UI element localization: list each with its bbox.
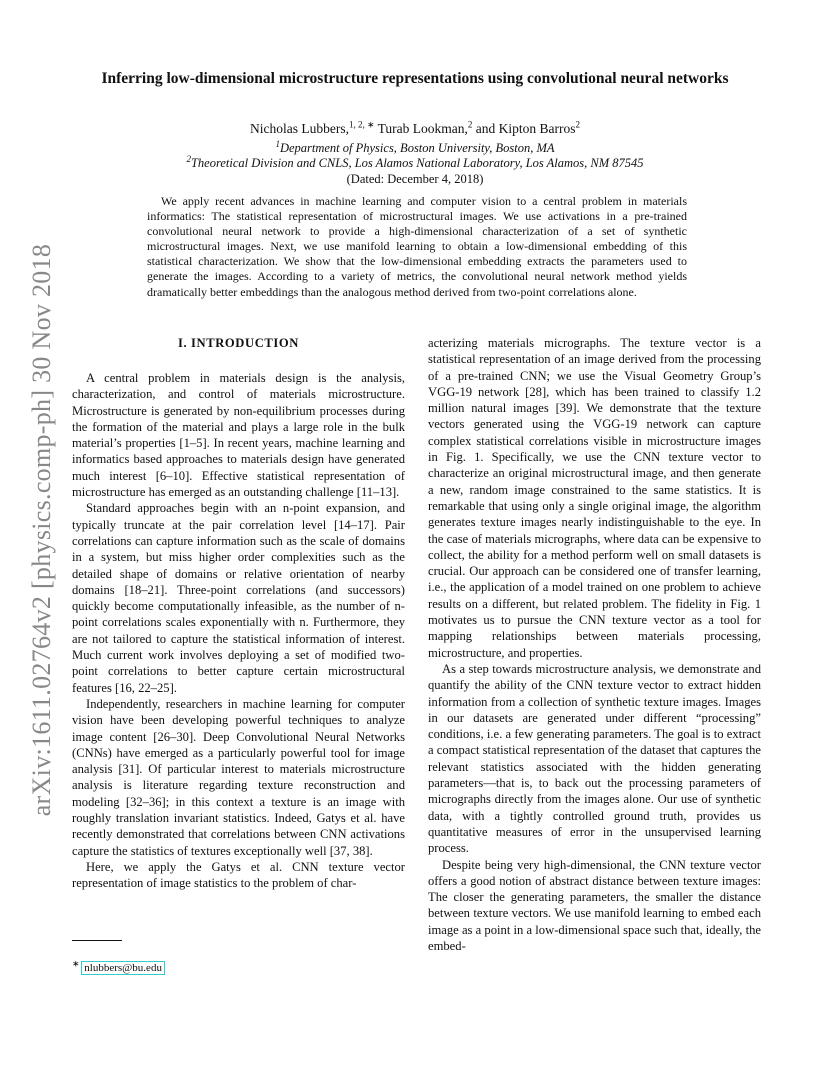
right-column	[428, 335, 761, 954]
author-affiliation-mark: 2	[575, 119, 581, 130]
paragraph: As a step towards microstructure analysis, we demonstrate and quantify the ability of the CNN texture vector to extract hidden information from a collection of synthetic texture images. Images in our datasets are generated under different “processing” conditions, i.e. a few generating parameters. The goal is to extract a compact statistical representation of the dataset that captures the relevant statistics associated with the hidden generating parameters—that is, to back out the processing parameters of micrographs directly from the images alone. Our use of synthetic data, with a tightly controlled ground truth, provides us quantitative measures of error in the unsupervised learning process.	[428, 661, 761, 856]
affiliation-2	[70, 153, 760, 171]
footnote-mark: ∗	[72, 958, 80, 969]
arxiv-identifier: arXiv:1611.02764v2 [physics.comp-ph] 30 Nov 2018	[27, 243, 56, 817]
affiliation-text: Theoretical Division and CNLS, Los Alamos National Laboratory, Los Alamos, NM 87545	[190, 156, 644, 170]
author-name: Nicholas Lubbers,	[249, 121, 349, 136]
affiliation-number: 1	[275, 138, 280, 149]
email-link[interactable]: nlubbers@bu.edu	[84, 962, 162, 974]
paper-title: Inferring low-dimensional microstructure representations using convolutional neural networks	[101, 70, 729, 87]
paragraph: acterizing materials micrographs. The texture vector is a statistical representation of an image derived from the processing of a pre-trained CNN; we use the Visual Geometry Group’s VGG-19 network [28], which has been trained to classify 1.2 million natural images [39]. We demonstrate that the texture vectors generated using the VGG-19 network can capture complex statistical correlations visible in microstructure images in Fig. 1. Specifically, we use the CNN texture vector to characterize an original microstructural image, and then generate a new, random image constrained to the same statistics. It is remarkable that using only a single original image, the algorithm generates texture images nearly indistinguishable to the eye. In the case of materials micrographs, where data can be expensive to collect, the ability for a method perform well on small datasets is crucial. Our approach can be considered one of transfer learning, i.e., the application of a model trained on one problem to achieve results on a different, but related problem. The fidelity in Fig. 1 motivates us to pursue the CNN texture vector as a tool for mapping relationships between materials processing, microstructure, and properties.	[428, 336, 761, 660]
abstract: We apply recent advances in machine learning and computer vision to a central problem in materials informatics: The statistical representation of microstructural images. We use activations in a pre-trained convolutional neural network to provide a high-dimensional characterization of a set of synthetic microstructural images. Next, we use manifold learning to obtain a low-dimensional embedding of this statistical characterization. We show that the low-dimensional embedding extracts the parameters used to generate the images. According to a variety of metrics, the convolutional neural network method yields dramatically better embeddings than the analogous method derived from two-point correlations alone.	[147, 194, 687, 299]
author-list	[70, 121, 760, 137]
author-affiliation-mark[interactable]: 1, 2, ∗	[348, 119, 375, 130]
paragraph: Here, we apply the Gatys et al. CNN texture vector representation of image statistics to the problem of char-	[72, 859, 405, 891]
section-heading: I. INTRODUCTION	[178, 336, 299, 350]
author-name: and Kipton Barros	[472, 121, 576, 136]
date-line: (Dated: December 4, 2018)	[346, 172, 484, 186]
paragraph: Despite being very high-dimensional, the CNN texture vector offers a good notion of abstract distance between texture images: The closer the generating parameters, the smaller the distance between texture vectors. We use manifold learning to embed each image as a point in a low-dimensional space such that, ideally, the embed-	[428, 857, 761, 953]
footnote-divider	[72, 940, 122, 941]
affiliation-text: Department of Physics, Boston University, Boston, MA	[279, 141, 555, 155]
author-affiliation-mark: 2	[467, 119, 473, 130]
paragraph: Independently, researchers in machine learning for computer vision have been developing powerful techniques to analyze image content [26–30]. Deep Convolutional Neural Networks (CNNs) have emerged as a particularly powerful tool for image analysis [31]. Of particular interest to materials microstructure analysis is literature regarding texture reconstruction and modeling [32–36]; in this context a texture is an image with roughly translation invariant statistics. Indeed, Gatys et al. have recently demonstrated that correlations between CNN activations capture the statistics of textures exceptionally well [37, 38].	[72, 696, 405, 858]
footnote	[72, 958, 164, 974]
paragraph: Standard approaches begin with an n-point expansion, and typically truncate at the pair correlation level [14–17]. Pair correlations can capture information such as the scale of domains in a system, but miss higher order complexities such as the detailed shape of domains or relative orientation of nearby domains [18–21]. Three-point correlations (and successors) quickly become computationally infeasible, as the number of n-point correlations scales exponentially with n. Furthermore, they are not tailored to capture the statistical information of interest. Much current work involves deploying a set of modified two-point correlations to better capture certain microstructural features [16, 22–25].	[72, 501, 405, 695]
left-column	[72, 370, 405, 892]
affiliation-number: 2	[186, 153, 191, 164]
author-name: Turab Lookman,	[374, 121, 468, 136]
paragraph: A central problem in materials design is the analysis, characterization, and control of materials microstructure. Microstructure is generated by non-equilibrium processes during the formation of the material and plays a large role in the bulk material’s properties [1–5]. In recent years, machine learning and informatics based approaches to materials design have generated much interest [6–10]. Effective statistical representation of microstructure has emerged as an outstanding challenge [11–13].	[72, 371, 405, 500]
affiliation-1	[70, 138, 760, 156]
